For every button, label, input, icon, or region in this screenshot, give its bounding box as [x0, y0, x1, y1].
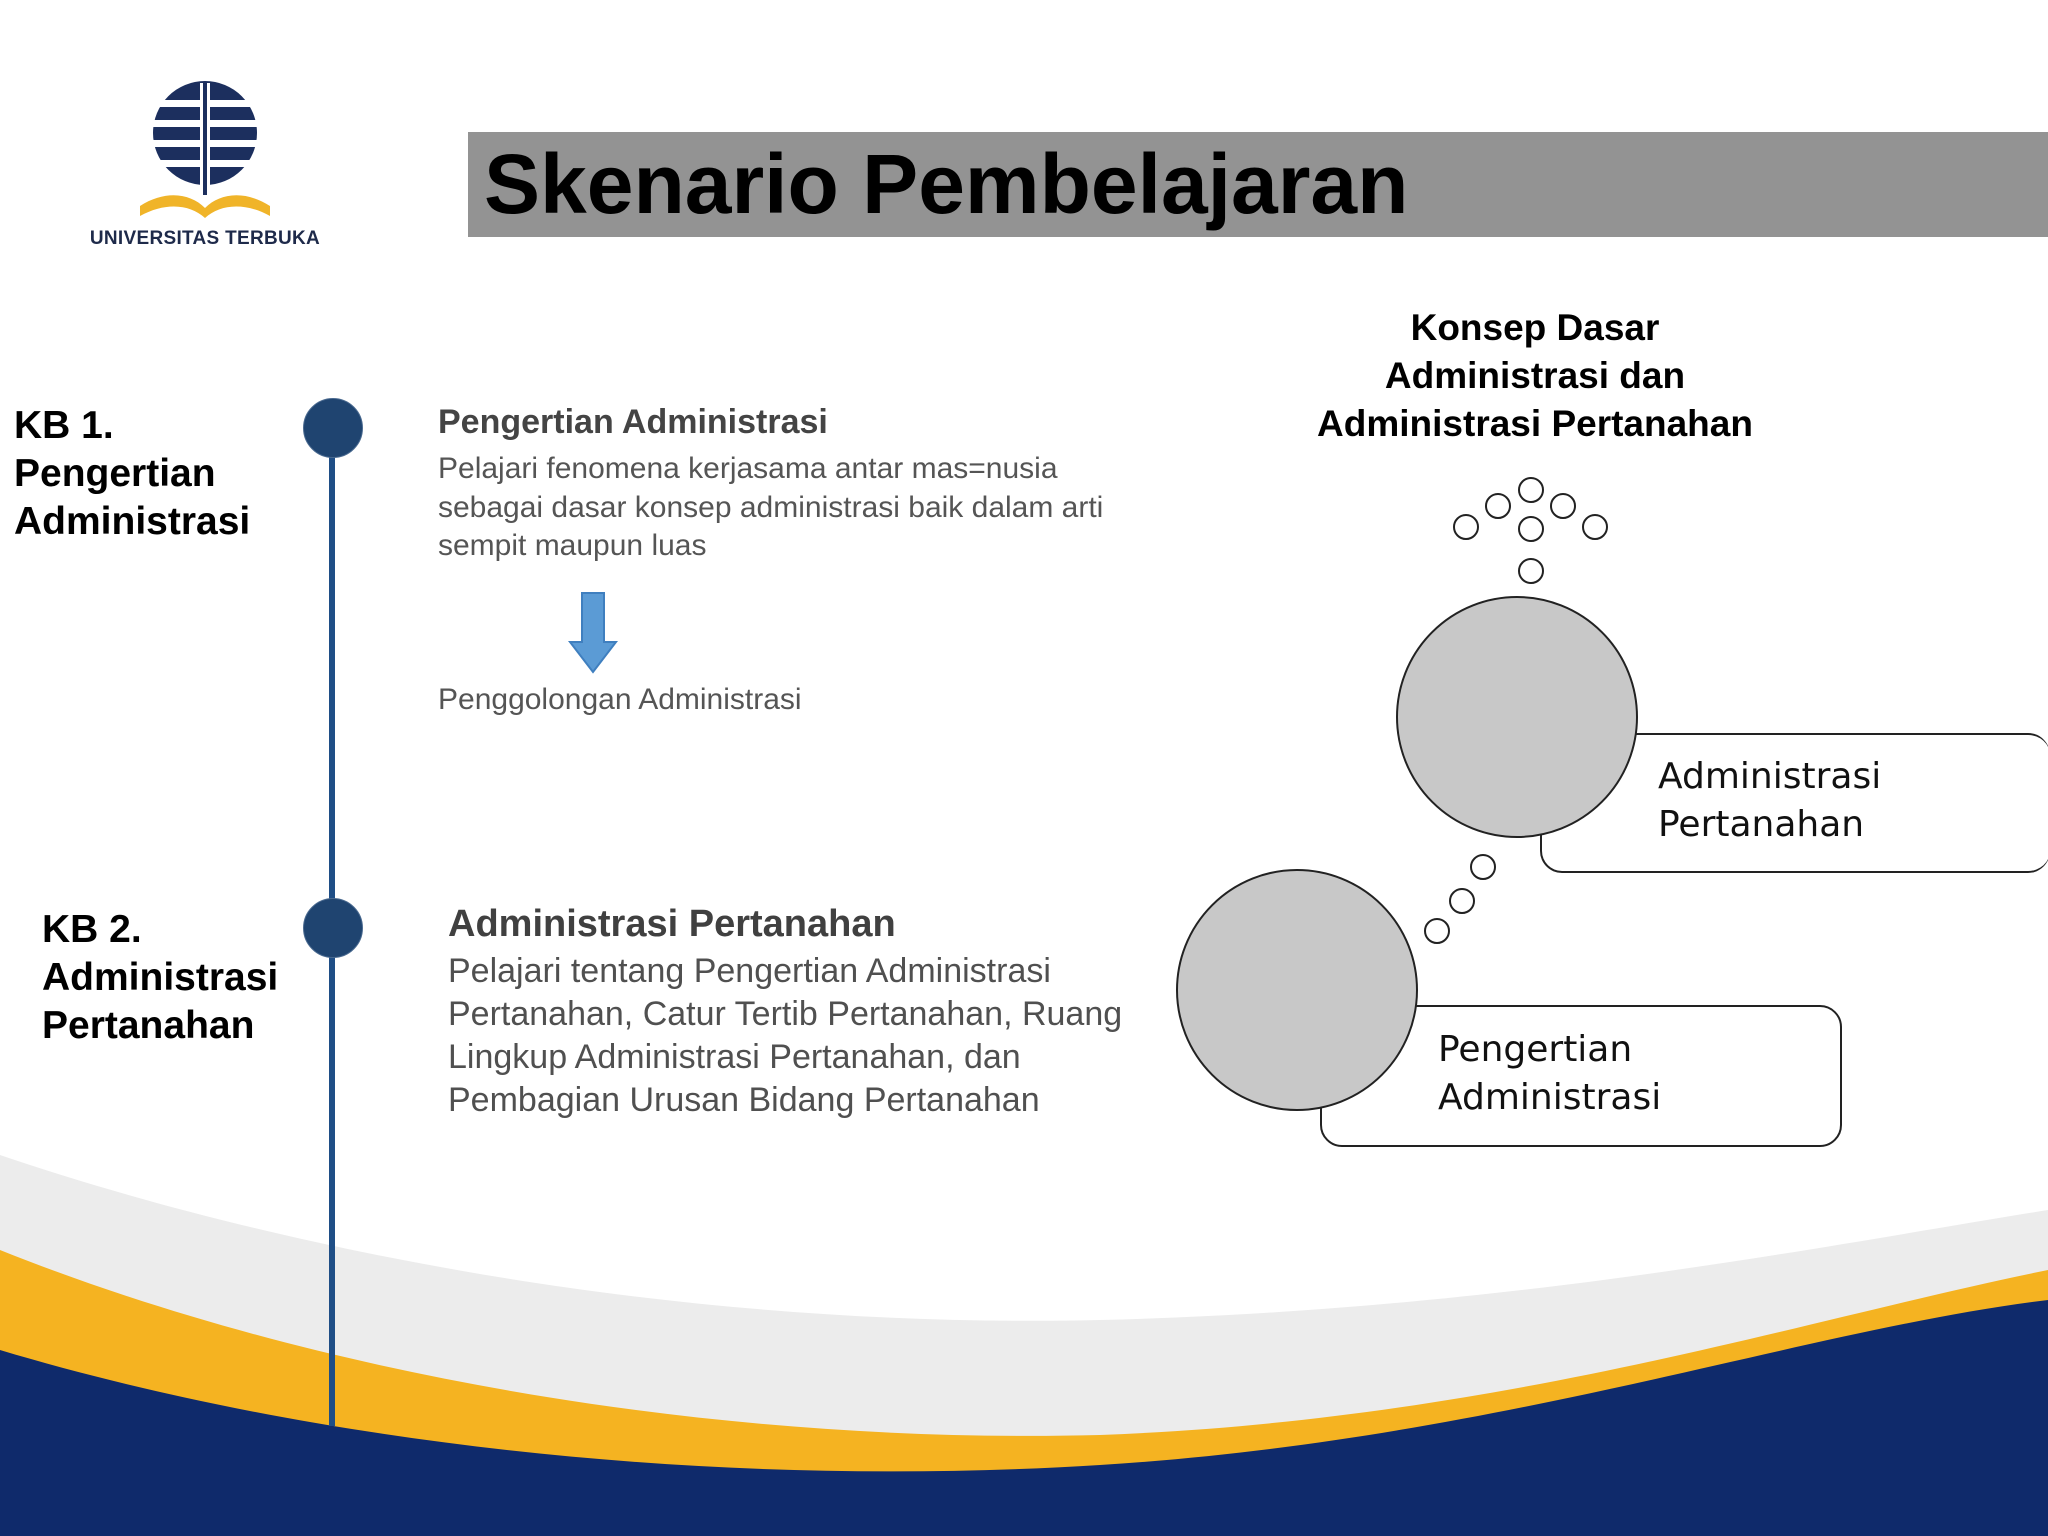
thought-dot — [1485, 493, 1511, 519]
thought-dot — [1453, 514, 1479, 540]
step-circle-lower — [1176, 869, 1418, 1111]
university-logo — [80, 78, 330, 258]
thought-dot — [1449, 888, 1475, 914]
thought-dot — [1518, 477, 1544, 503]
kb2-label: KB 2. Administrasi Pertanahan — [42, 908, 279, 1047]
timeline-node-kb1 — [303, 398, 363, 458]
step-label-administrasi-pertanahan: Administrasi Pertanahan — [1658, 756, 1882, 845]
kb2-heading: Administrasi Pertanahan — [448, 903, 896, 945]
kb1-label: KB 1. Pengertian Administrasi — [14, 404, 251, 543]
page-title: Skenario Pembelajaran — [484, 137, 1409, 231]
thought-dot — [1582, 514, 1608, 540]
kb1-heading: Pengertian Administrasi — [438, 403, 828, 441]
logo-emblem-icon — [140, 78, 270, 223]
timeline-node-kb2 — [303, 898, 363, 958]
concept-heading: Konsep Dasar Administrasi dan Administrasi Pertanahan — [1317, 307, 1753, 444]
thought-dot — [1550, 493, 1576, 519]
thought-dot — [1518, 558, 1544, 584]
kb2-description: Pelajari tentang Pengertian Administrasi Pertanahan, Catur Tertib Pertanahan, Ruang Lingkup Administrasi Pertanahan, dan Pembagian Urusan Bidang Pertanahan — [448, 952, 1123, 1119]
thought-dot — [1470, 854, 1496, 880]
logo-text: UNIVERSITAS TERBUKA — [89, 228, 321, 249]
kb1-description: Pelajari fenomena kerjasama antar mas=nusia sebagai dasar konsep administrasi baik dalam arti sempit maupun luas — [438, 452, 1104, 562]
thought-dot — [1424, 918, 1450, 944]
penggolongan-label: Penggolongan Administrasi — [438, 683, 802, 716]
step-label-pengertian-administrasi: Pengertian Administrasi — [1438, 1029, 1662, 1118]
step-circle-upper — [1396, 596, 1638, 838]
down-arrow-icon — [568, 592, 618, 674]
thought-dot — [1518, 516, 1544, 542]
